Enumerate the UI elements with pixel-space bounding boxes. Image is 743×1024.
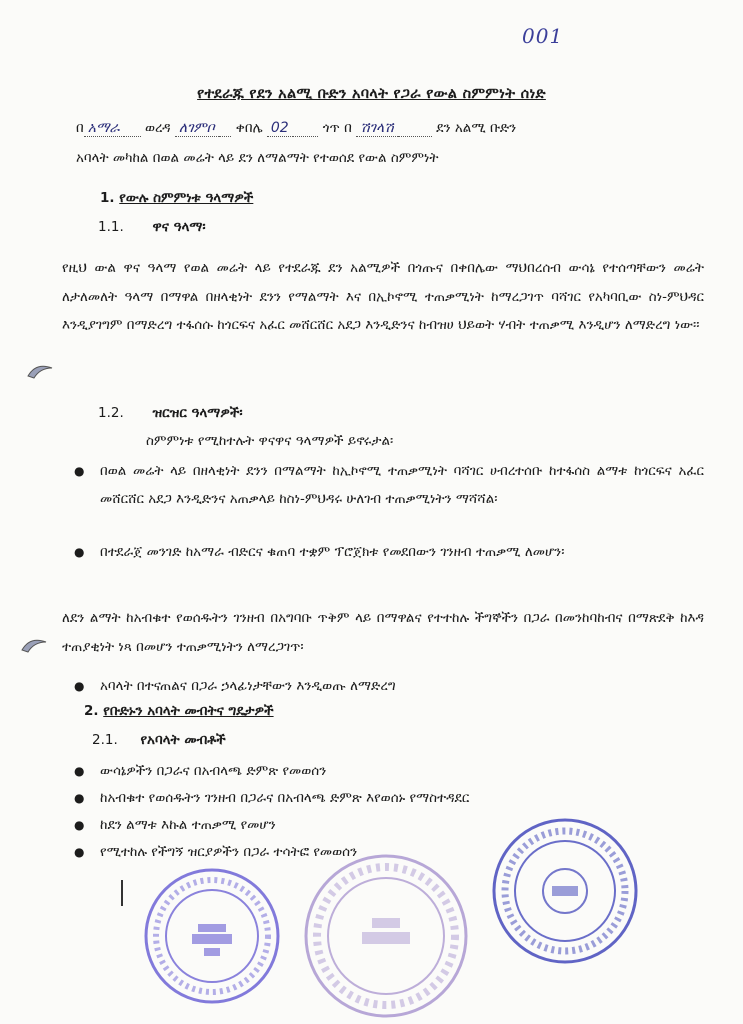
kebele-handwritten: 02 xyxy=(267,120,293,137)
bullet-icon: ● xyxy=(74,818,85,832)
got-label: ጎጥ በ xyxy=(322,120,352,136)
dotted-fill xyxy=(219,120,232,137)
section-2-heading xyxy=(84,703,274,719)
list-item xyxy=(74,672,704,700)
document-title: የተደራጁ የደን አልሚ ቡድን አባላት የጋራ የውል ስምምነት ሰነድ xyxy=(197,86,546,102)
woreda-seal-stamp xyxy=(490,816,640,966)
got-handwritten: ሽገላሽ xyxy=(356,120,397,137)
bullet-icon: ● xyxy=(74,545,85,559)
section-1-1-heading xyxy=(98,219,206,235)
section-1-number: 1. xyxy=(100,190,115,206)
section-1-2-title: ዝርዝር ዓላማዎች፡ xyxy=(152,405,243,421)
dotted-fill xyxy=(293,120,319,137)
section-1-2-number: 1.2. xyxy=(98,405,124,421)
office-seal-stamp xyxy=(142,866,282,1006)
bullet-icon: ● xyxy=(74,764,85,778)
section-2-1-heading xyxy=(92,732,226,748)
bullet-icon: ● xyxy=(74,791,85,805)
list-item xyxy=(74,538,704,566)
section-2-number: 2. xyxy=(84,703,99,719)
list-item xyxy=(74,757,704,785)
list-item xyxy=(74,457,704,513)
intro-suffix: ደን አልሚ ቡድን xyxy=(436,120,517,136)
bullet-text: ከአብቁተ የወሰዱትን ገንዘብ በጋራና በአብላጫ ድምጽ እየወሰኑ የማስተዳደር xyxy=(100,790,470,806)
intro-fill-line xyxy=(76,120,516,137)
margin-mark xyxy=(121,880,123,906)
bullet-text: አባላት በተናጠልና በጋራ ኃላፊነታቸውን እንዲወጡ ለማድረግ xyxy=(100,678,396,694)
region-handwritten: አማራ xyxy=(84,120,124,137)
section-1-title: የውሉ ስምምነቱ ዓላማዎች xyxy=(119,190,254,206)
section-1-1-title: ዋና ዓላማ፡ xyxy=(152,219,206,235)
section-1-heading xyxy=(100,190,253,206)
bullet-text: የሚተከሉ የችግኝ ዝርያዎችን በጋራ ተሳትፎ የመወሰን xyxy=(100,844,358,860)
bullet-text: በወል መሬት ላይ በዘላቂነት ደንን በማልማት ከኢኮኖሚ ተጠቃሚነት ባሻገር ሀብረተሰቡ ከተፋሰስ ልማቱ ከጎርፍና አፈር መሸርሸር አደጋ እንዲድንና አጠቃላይ ከስነ-ምህዳሩ ሁለገብ ተጠቃሚነትን ማሻሻል፡ xyxy=(100,463,704,507)
section-2-title: የቡድኑን አባላት መብትና ግዴታዎች xyxy=(103,703,274,719)
bullet-text: በተደራጀ መንገድ ከአማራ ብድርና ቁጠባ ተቋም ፕሮጀክቱ የመደበውን ገንዘብ ተጠቃሚ ለመሆን፡ xyxy=(100,544,565,560)
section-1-1-number: 1.1. xyxy=(98,219,124,235)
closing-paragraph: ለደን ልማት ከአብቁተ የወሰዱትን ገንዘብ በአግባቡ ጥቅም ላይ በማዋልና የተተከሉ ችግኞችን በጋራ በመንከባከብና በማጽደቅ ከእዳ ተጠያቂነት ነጻ በመሆን ተጠቃሚነትን ለማረጋገጥ፡ xyxy=(62,610,704,655)
section-2-1-title: የአባላት መብቶች xyxy=(140,732,226,748)
woreda-handwritten: ለገምቦ xyxy=(175,120,219,137)
section-1-1-paragraph: የዚህ ውል ዋና ዓላማ የወል መሬት ላይ የተደራጁ ደን አልሚዎች በጎጡና በቀበሌው ማህበረሰብ ውሳኔ የተሰጣቸውን መሬት ለታለመለት ዓላማ በማዋል በዘላቂነት ደንን የማልማት እና በኢኮኖሚ ተጠቃሚነት ከማረጋገጥ ባሻገር የአካባቢው ስነ-ምህዳር እንዲያገግም በማድረግ ተፋሰሱ ከጎርፍና አፈር መሸርሸር አደጋ እንዲድንና ከብዝሀ ህይወት ሃብት ተጠቃሚ እንዲሆን ለማድረግ ነው፡፡ xyxy=(62,260,704,333)
section-2-1-number: 2.1. xyxy=(92,732,118,748)
binder-clip-icon xyxy=(26,362,56,382)
woreda-label: ወረዳ xyxy=(145,120,171,136)
dotted-fill xyxy=(398,120,432,137)
binder-clip-icon xyxy=(20,636,50,656)
bullet-icon: ● xyxy=(74,679,85,693)
bullet-text: ውሳኔዎችን በጋራና በአብላጫ ድምጽ የመወሰን xyxy=(100,763,327,779)
list-item xyxy=(74,784,704,812)
section-1-2-intro: ስምምነቱ የሚከተሉት ዋናዋና ዓላማዎች ይኖሩታል፡ xyxy=(146,433,394,449)
page-number: 001 xyxy=(522,24,564,48)
kebele-seal-stamp xyxy=(302,852,470,1020)
dotted-fill xyxy=(124,120,141,137)
intro-line-2: አባላት መካከል በወል መሬት ላይ ደን ለማልማት የተወሰደ የውል ስምምነት xyxy=(76,150,439,166)
bullet-text: ከደን ልማቱ እኩል ተጠቃሚ የመሆን xyxy=(100,817,276,833)
kebele-label: ቀበሌ xyxy=(235,120,263,136)
bullet-icon: ● xyxy=(74,845,85,859)
section-1-2-heading xyxy=(98,405,243,421)
intro-prefix: በ xyxy=(76,120,84,136)
bullet-icon: ● xyxy=(74,464,85,478)
